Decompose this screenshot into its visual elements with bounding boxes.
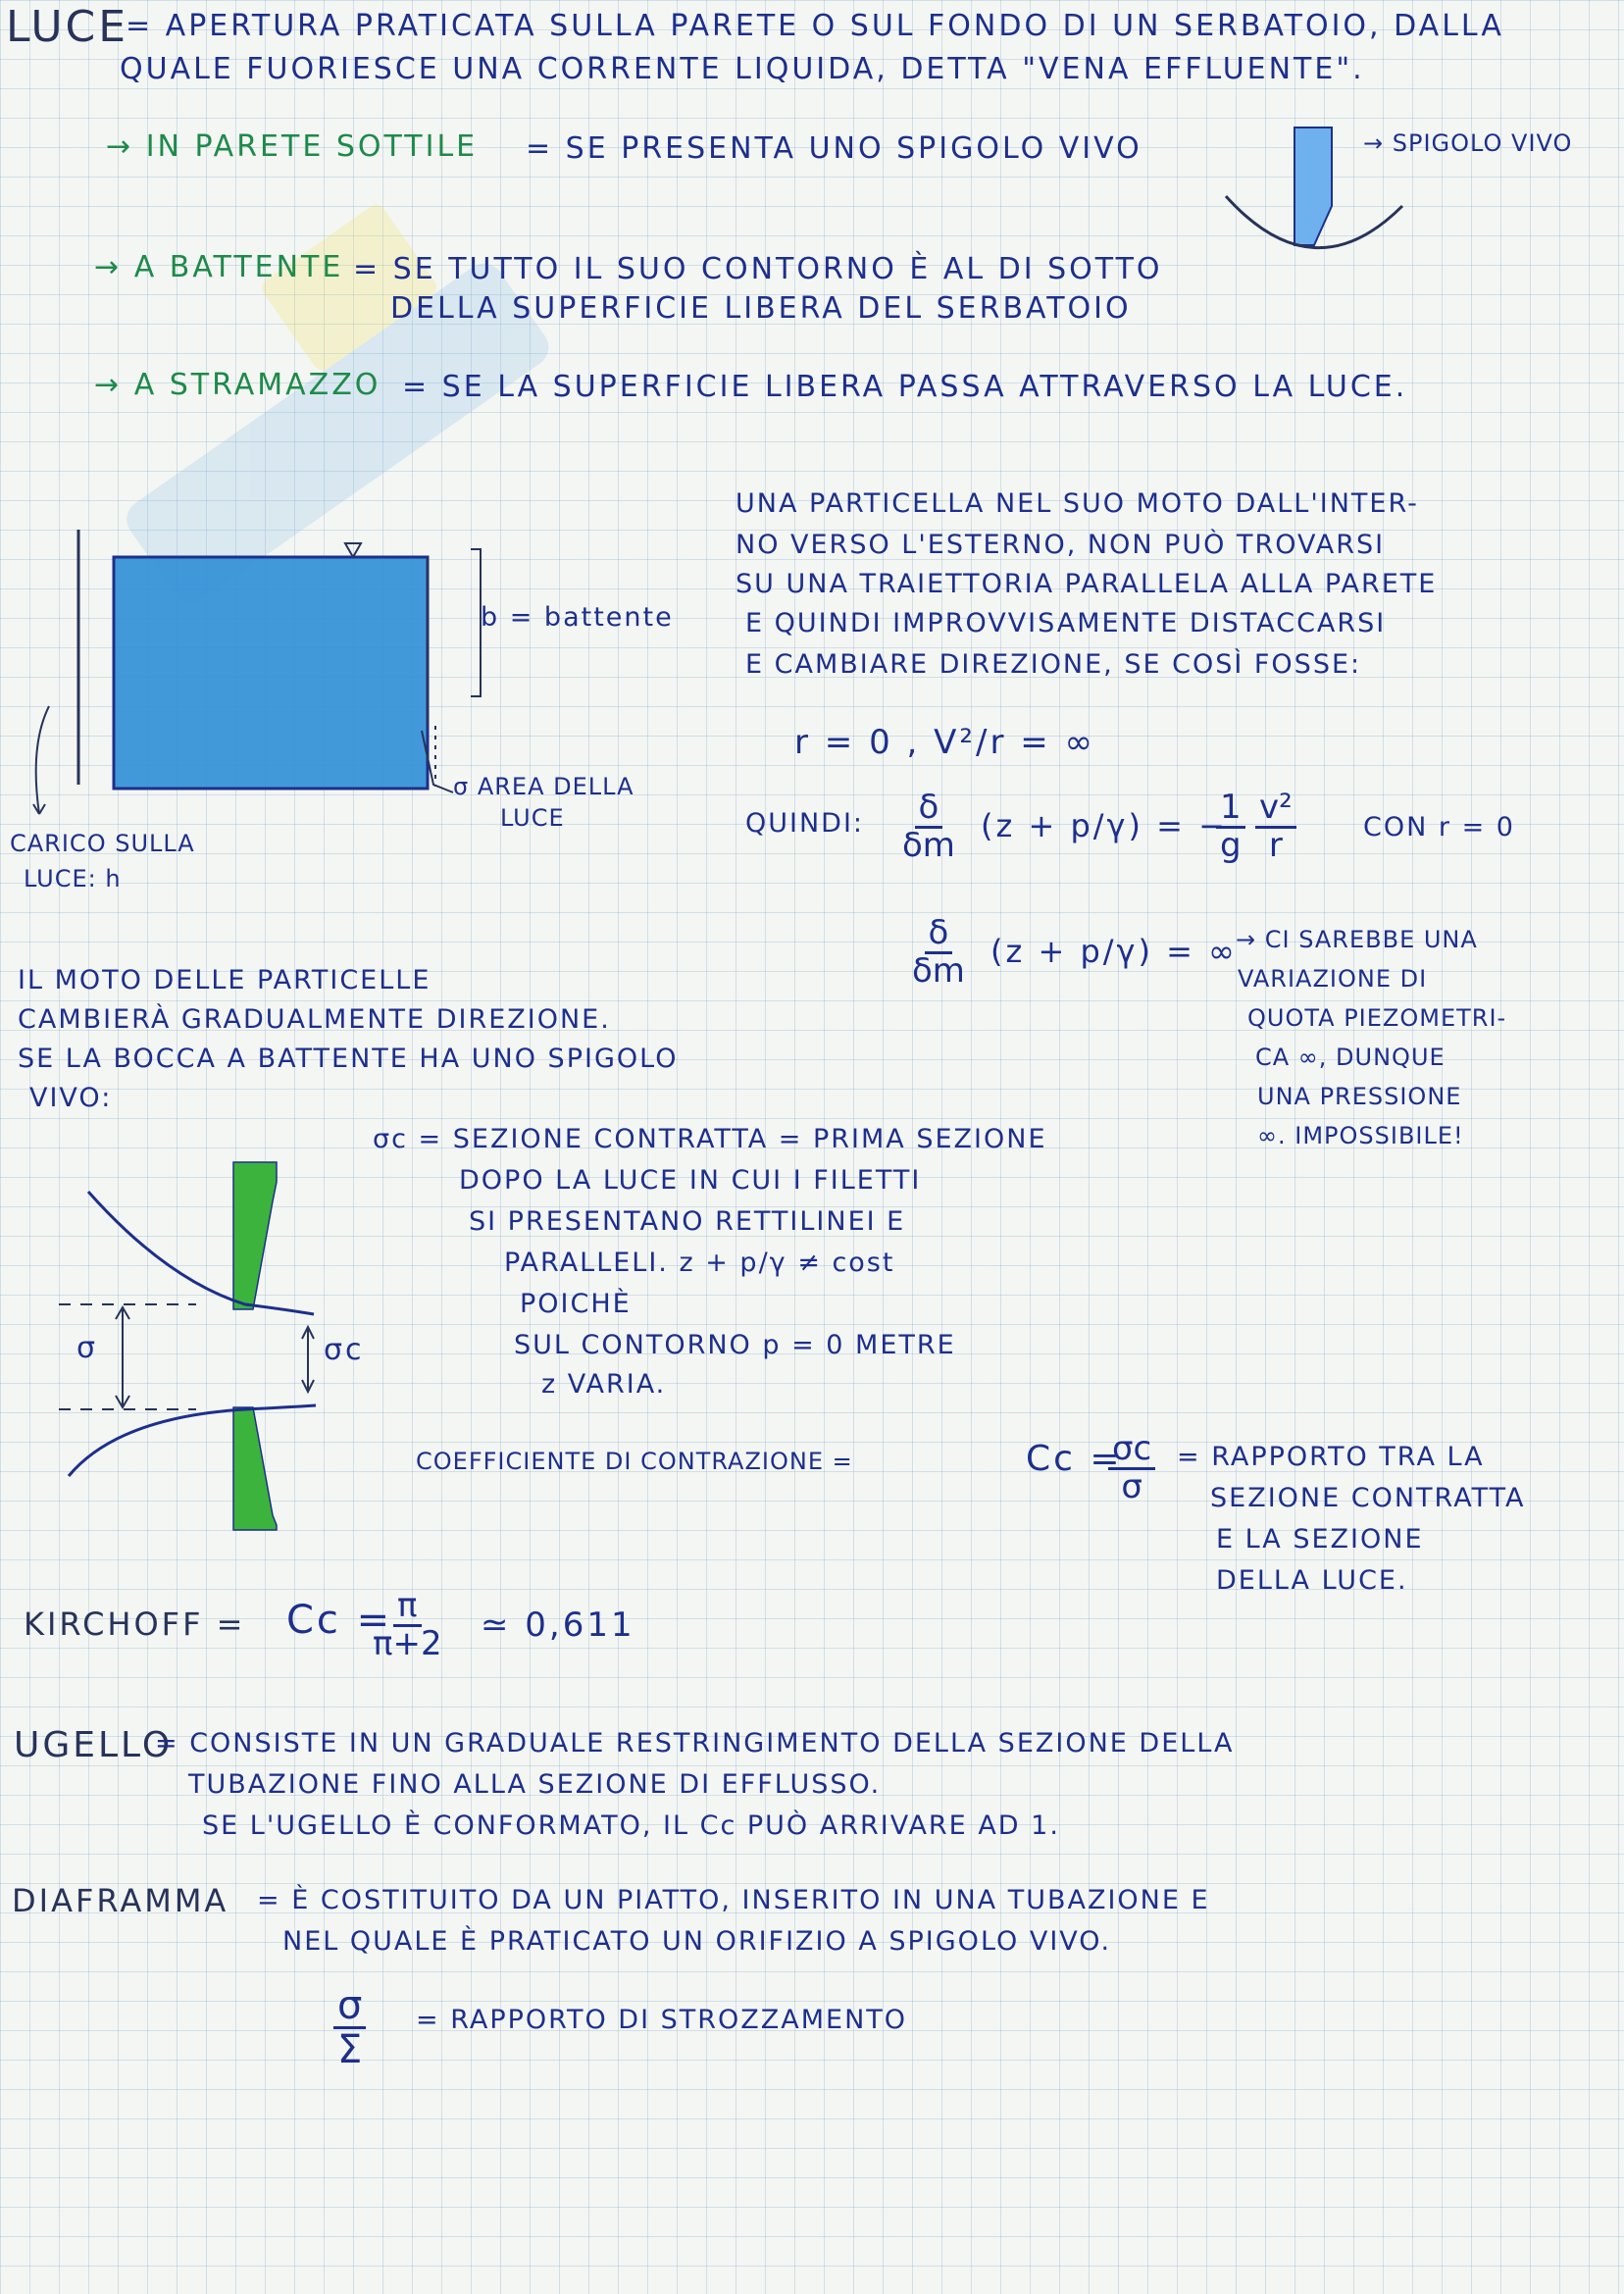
contratta-line4: PARALLELI. z + p/γ ≠ cost	[504, 1248, 895, 1278]
kirchoff-fraction: $\frac{\pi}{\pi+2}$	[373, 1586, 442, 1663]
tank-b-label: b = battente	[481, 602, 674, 633]
note-line4: CA ∞, DUNQUE	[1255, 1044, 1446, 1071]
luce-definition-line1: = APERTURA PRATICATA SULLA PARETE O SUL FONDO DI UN SERBATOIO, DALLA	[126, 9, 1504, 43]
kirchoff-cc: Cc =	[286, 1598, 393, 1643]
type-stramazzo-desc: = SE LA SUPERFICIE LIBERA PASSA ATTRAVERSO LA LUCE.	[402, 370, 1408, 404]
note-line6: ∞. IMPOSSIBILE!	[1257, 1122, 1464, 1149]
type-battente-desc1: = SE TUTTO IL SUO CONTORNO È AL DI SOTTO	[353, 252, 1163, 286]
battente-bracket	[471, 549, 481, 696]
term-luce: LUCE	[6, 2, 129, 52]
moto-line2: CAMBIERÀ GRADUALMENTE DIREZIONE.	[18, 1004, 611, 1035]
particle-line4: E QUINDI IMPROVVISAMENTE DISTACCARSI	[745, 608, 1387, 638]
kirchoff-value: ≃ 0,611	[481, 1606, 635, 1645]
contratta-line5: POICHÈ	[520, 1289, 632, 1319]
coeff-desc1: = RAPPORTO TRA LA	[1177, 1442, 1485, 1472]
eq3-derivative: $\frac{\delta}{\delta m}$	[912, 913, 965, 991]
eq3-paren: (z + p/γ) = ∞	[990, 933, 1238, 970]
type-label: A BATTENTE	[133, 250, 344, 284]
sigma-label: σ	[76, 1331, 99, 1365]
upper-plate	[233, 1162, 277, 1309]
luce-definition-line2: QUALE FUORIESCE UNA CORRENTE LIQUIDA, DETTA "VENA EFFLUENTE".	[120, 52, 1365, 86]
type-label: IN PARETE SOTTILE	[145, 129, 479, 164]
coeff-desc4: DELLA LUCE.	[1216, 1565, 1408, 1596]
particle-line1: UNA PARTICELLA NEL SUO MOTO DALL'INTER-	[736, 488, 1419, 519]
arrow-icon: →	[94, 250, 123, 284]
strozzamento-label: = RAPPORTO DI STROZZAMENTO	[416, 2005, 908, 2035]
tank-water	[114, 557, 428, 789]
eq2-condition: CON r = 0	[1363, 812, 1515, 842]
eq2-v2-over-r: $\frac{\text{v²}}{r}$	[1255, 790, 1296, 863]
tank-area-label2: LUCE	[500, 804, 565, 832]
tank-area-label1: σ AREA DELLA	[453, 773, 634, 800]
strozzamento-fraction: $\frac{\sigma}{\Sigma}$	[333, 1985, 366, 2070]
term-diaframma: DIAFRAMMA	[12, 1882, 229, 1919]
coeff-cc: Cc =	[1026, 1439, 1123, 1479]
particle-line5: E CAMBIARE DIREZIONE, SE COSÌ FOSSE:	[745, 649, 1362, 680]
carico-arrow	[36, 706, 49, 814]
particle-line2: NO VERSO L'ESTERNO, NON PUÒ TROVARSI	[736, 530, 1386, 560]
type-parete-sottile	[106, 129, 479, 164]
tank-carico-label2: LUCE: h	[24, 865, 122, 892]
moto-line3: SE LA BOCCA A BATTENTE HA UNO SPIGOLO	[18, 1044, 679, 1074]
diaframma-line1: = È COSTITUITO DA UN PIATTO, INSERITO IN UNA TUBAZIONE E	[257, 1885, 1210, 1915]
type-battente-desc2: DELLA SUPERFICIE LIBERA DEL SERBATOIO	[390, 291, 1132, 326]
type-label: A STRAMAZZO	[133, 368, 381, 402]
moto-line1: IL MOTO DELLE PARTICELLE	[18, 965, 431, 995]
spigolo-vivo-label: → SPIGOLO VIVO	[1363, 129, 1573, 157]
term-ugello: UGELLO	[14, 1725, 174, 1765]
moto-line4: VIVO:	[29, 1083, 113, 1113]
eq2-derivative: $\frac{\delta}{\delta m}$	[902, 788, 955, 865]
arrow-icon: →	[94, 368, 123, 402]
note-line1: → CI SAREBBE UNA	[1236, 926, 1478, 953]
sigma-c-label: σc	[324, 1333, 365, 1367]
note-line5: UNA PRESSIONE	[1257, 1083, 1462, 1110]
diaframma-line2: NEL QUALE È PRATICATO UN ORIFIZIO A SPIGOLO VIVO.	[282, 1926, 1112, 1957]
type-stramazzo	[94, 368, 381, 402]
quindi-label: QUINDI:	[745, 808, 865, 839]
contratta-line1: σc = SEZIONE CONTRATTA = PRIMA SEZIONE	[373, 1124, 1047, 1154]
lower-plate	[233, 1407, 277, 1530]
coeff-label: COEFFICIENTE DI CONTRAZIONE =	[416, 1448, 853, 1475]
coeff-desc3: E LA SEZIONE	[1216, 1524, 1424, 1555]
contratta-line3: SI PRESENTANO RETTILINEI E	[469, 1206, 906, 1237]
eq2-one-over-g: $\frac{1}{g}$	[1216, 790, 1245, 863]
note-line2: VARIAZIONE DI	[1238, 965, 1428, 993]
coeff-desc2: SEZIONE CONTRATTA	[1210, 1483, 1526, 1513]
note-line3: QUOTA PIEZOMETRI-	[1247, 1004, 1507, 1032]
particle-line3: SU UNA TRAIETTORIA PARALLELA ALLA PARETE	[736, 569, 1438, 599]
type-parete-sottile-desc: = SE PRESENTA UNO SPIGOLO VIVO	[526, 131, 1142, 166]
contratta-line2: DOPO LA LUCE IN CUI I FILETTI	[459, 1165, 922, 1196]
eq2-paren: (z + p/γ) = −	[981, 807, 1228, 844]
coeff-fraction: $\frac{\sigma c}{\sigma}$	[1108, 1432, 1155, 1504]
ugello-line1: = CONSISTE IN UN GRADUALE RESTRINGIMENTO DELLA SEZIONE DELLA	[155, 1728, 1235, 1759]
kirchoff-label: KIRCHOFF =	[24, 1606, 246, 1643]
contratta-line7: z VARIA.	[541, 1369, 667, 1400]
free-surface-icon	[345, 543, 361, 557]
contratta-line6: SUL CONTORNO p = 0 METRE	[514, 1330, 956, 1360]
lower-streamline	[69, 1405, 316, 1476]
ugello-line3: SE L'UGELLO È CONFORMATO, IL Cc PUÒ ARRIVARE AD 1.	[202, 1810, 1060, 1841]
type-battente	[94, 250, 344, 284]
tank-carico-label1: CARICO SULLA	[10, 830, 195, 857]
arrow-icon: →	[106, 129, 134, 164]
upper-streamline	[88, 1192, 314, 1314]
ugello-line2: TUBAZIONE FINO ALLA SEZIONE DI EFFLUSSO.	[188, 1769, 882, 1800]
equation-r-zero: r = 0 , V²/r = ∞	[794, 723, 1095, 762]
